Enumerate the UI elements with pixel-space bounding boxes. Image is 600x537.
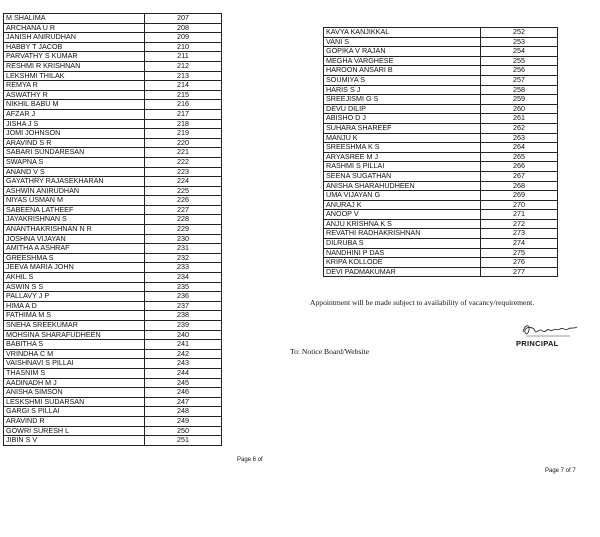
rank-number: 259 (481, 95, 558, 105)
table-row (324, 114, 558, 124)
candidate-name: HABBY T JACOB (4, 42, 145, 52)
rank-number: 269 (481, 191, 558, 201)
rank-number: 245 (145, 378, 222, 388)
table-row (324, 85, 558, 95)
table-row (4, 138, 222, 148)
table-row (4, 205, 222, 215)
rank-number: 239 (145, 321, 222, 331)
table-row (4, 330, 222, 340)
table-row (324, 95, 558, 105)
table-row (4, 301, 222, 311)
rank-number: 274 (481, 239, 558, 249)
candidate-name: RASHMI S PILLAI (324, 162, 481, 172)
candidate-name: SWAPNA S (4, 157, 145, 167)
candidate-name: AKHIL S (4, 273, 145, 283)
rank-number: 230 (145, 234, 222, 244)
candidate-name: JIBIN S V (4, 436, 145, 446)
rank-number: 240 (145, 330, 222, 340)
candidate-name: GOPIKA V RAJAN (324, 47, 481, 57)
table-row (324, 56, 558, 66)
candidate-name: ASHWIN ANIRUDHAN (4, 186, 145, 196)
rank-number: 271 (481, 210, 558, 220)
rank-number: 221 (145, 148, 222, 158)
candidate-name: AMITHA A ASHRAF (4, 244, 145, 254)
candidate-name: SUHARA SHAREEF (324, 123, 481, 133)
rank-number: 211 (145, 52, 222, 62)
table-row (4, 407, 222, 417)
candidate-name: ASWATHY R (4, 90, 145, 100)
rank-number: 216 (145, 100, 222, 110)
rank-number: 231 (145, 244, 222, 254)
table-row (324, 28, 558, 38)
rank-number: 253 (481, 37, 558, 47)
candidate-name: JAYAKRISHNAN S (4, 215, 145, 225)
table-row (324, 210, 558, 220)
rank-number: 220 (145, 138, 222, 148)
candidate-name: RESHMI R KRISHNAN (4, 61, 145, 71)
table-row (4, 61, 222, 71)
table-row (324, 152, 558, 162)
table-row (4, 273, 222, 283)
candidate-name: DEVI PADMAKUMAR (324, 267, 481, 277)
table-row (4, 436, 222, 446)
candidate-name: AADINADH M J (4, 378, 145, 388)
candidate-name: ARCHANA U R (4, 23, 145, 33)
rank-number: 241 (145, 340, 222, 350)
table-row (4, 426, 222, 436)
candidate-name: BABITHA S (4, 340, 145, 350)
rank-number: 246 (145, 388, 222, 398)
candidate-name: LEKSHMI THILAK (4, 71, 145, 81)
table-row (324, 181, 558, 191)
candidate-name: ANISHA SHARAHUDHEEN (324, 181, 481, 191)
to-line: To: Notice Board/Website (290, 347, 369, 356)
rank-number: 260 (481, 104, 558, 114)
table-row (4, 263, 222, 273)
candidate-name: ANOOP V (324, 210, 481, 220)
candidate-table-right (323, 27, 558, 277)
candidate-name: SOUMIYA S (324, 75, 481, 85)
table-row (324, 258, 558, 268)
table-row (324, 267, 558, 277)
table-row (4, 33, 222, 43)
table-row (324, 47, 558, 57)
table-row (4, 81, 222, 91)
page-number-left: Page 6 of (237, 457, 263, 463)
table-row (4, 253, 222, 263)
table-row (4, 23, 222, 33)
table-row (4, 340, 222, 350)
candidate-name: MEGHA VARGHESE (324, 56, 481, 66)
rank-number: 207 (145, 14, 222, 24)
rank-number: 222 (145, 157, 222, 167)
rank-number: 214 (145, 81, 222, 91)
rank-number: 248 (145, 407, 222, 417)
rank-number: 249 (145, 416, 222, 426)
table-row (4, 321, 222, 331)
candidate-name: ABISHO D J (324, 114, 481, 124)
rank-number: 208 (145, 23, 222, 33)
rank-number: 227 (145, 205, 222, 215)
rank-number: 273 (481, 229, 558, 239)
candidate-name: SABARI SUNDARESAN (4, 148, 145, 158)
candidate-name: SREESHMA K S (324, 143, 481, 153)
table-row (4, 416, 222, 426)
candidate-name: KAVYA KANJIKKAL (324, 28, 481, 38)
table-row (324, 123, 558, 133)
candidate-name: JOMI JOHNSON (4, 129, 145, 139)
table-row (324, 248, 558, 258)
candidate-name: JOSHNA VIJAYAN (4, 234, 145, 244)
rank-number: 224 (145, 177, 222, 187)
table-row (324, 239, 558, 249)
rank-number: 251 (145, 436, 222, 446)
rank-number: 238 (145, 311, 222, 321)
rank-number: 223 (145, 167, 222, 177)
rank-number: 226 (145, 196, 222, 206)
table-row (4, 52, 222, 62)
candidate-name: REMYA R (4, 81, 145, 91)
candidate-name: REVATHI RADHAKRISHNAN (324, 229, 481, 239)
candidate-name: JEEVA MARIA JOHN (4, 263, 145, 273)
rank-number: 255 (481, 56, 558, 66)
table-row (4, 177, 222, 187)
candidate-name: GARGI S PILLAI (4, 407, 145, 417)
table-row (324, 133, 558, 143)
candidate-name: DEVU DILIP (324, 104, 481, 114)
rank-number: 236 (145, 292, 222, 302)
candidate-name: HAROON ANSARI B (324, 66, 481, 76)
principal-label: PRINCIPAL (516, 339, 559, 348)
candidate-name: FATHIMA M S (4, 311, 145, 321)
table-row (324, 143, 558, 153)
rank-number: 234 (145, 273, 222, 283)
rank-number: 237 (145, 301, 222, 311)
candidate-name: ANAND V S (4, 167, 145, 177)
appointment-note: Appointment will be made subject to availability of vacancy/requirement. (310, 298, 535, 307)
candidate-name: ARAVIND R (4, 416, 145, 426)
rank-number: 210 (145, 42, 222, 52)
rank-number: 268 (481, 181, 558, 191)
candidate-name: UMA VIJAYAN G (324, 191, 481, 201)
rank-number: 228 (145, 215, 222, 225)
table-row (324, 162, 558, 172)
candidate-name: JISHA J S (4, 119, 145, 129)
table-row (4, 71, 222, 81)
candidate-name: NANDHINI P DAS (324, 248, 481, 258)
candidate-name: GOWRI SURESH L (4, 426, 145, 436)
candidate-table-left (3, 13, 222, 446)
candidate-name: SEENA SUGATHAN (324, 171, 481, 181)
candidate-name: VANI S (324, 37, 481, 47)
rank-number: 258 (481, 85, 558, 95)
candidate-name: ARAVIND S R (4, 138, 145, 148)
table-row (4, 311, 222, 321)
rank-number: 232 (145, 253, 222, 263)
rank-number: 233 (145, 263, 222, 273)
rank-number: 250 (145, 426, 222, 436)
candidate-name: MANJU K (324, 133, 481, 143)
table-row (4, 42, 222, 52)
candidate-name: GREESHMA S (4, 253, 145, 263)
candidate-name: VAISHNAVI S PILLAI (4, 359, 145, 369)
table-row (4, 119, 222, 129)
rank-number: 252 (481, 28, 558, 38)
candidate-name: PALLAVY J P (4, 292, 145, 302)
candidate-name: PARVATHY S KUMAR (4, 52, 145, 62)
rank-number: 244 (145, 368, 222, 378)
table-row (4, 186, 222, 196)
rank-number: 262 (481, 123, 558, 133)
table-row (324, 191, 558, 201)
rank-number: 263 (481, 133, 558, 143)
candidate-name: KRIPA KOLLODE (324, 258, 481, 268)
page-number-right: Page 7 of 7 (545, 468, 576, 474)
candidate-name: AFZAR J (4, 109, 145, 119)
rank-number: 215 (145, 90, 222, 100)
rank-number: 264 (481, 143, 558, 153)
rank-number: 242 (145, 349, 222, 359)
table-row (324, 104, 558, 114)
rank-number: 209 (145, 33, 222, 43)
table-row (324, 37, 558, 47)
table-row (324, 229, 558, 239)
rank-number: 235 (145, 282, 222, 292)
candidate-name: LESKSHMI SUDARSAN (4, 397, 145, 407)
table-row (4, 244, 222, 254)
table-row (324, 66, 558, 76)
candidate-name: NIYAS USMAN M (4, 196, 145, 206)
rank-number: 213 (145, 71, 222, 81)
candidate-name: HIMA A D (4, 301, 145, 311)
table-row (4, 167, 222, 177)
table-row (4, 282, 222, 292)
candidate-name: MOHSINA SHARAFUDHEEN (4, 330, 145, 340)
candidate-name: ARYASREE M J (324, 152, 481, 162)
table-row (4, 14, 222, 24)
table-row (4, 397, 222, 407)
table-row (4, 292, 222, 302)
table-row (4, 225, 222, 235)
candidate-name: JANISH ANIRUDHAN (4, 33, 145, 43)
rank-number: 270 (481, 200, 558, 210)
candidate-name: GAYATHRY RAJASEKHARAN (4, 177, 145, 187)
candidate-name: THASNIM S (4, 368, 145, 378)
rank-number: 275 (481, 248, 558, 258)
table-row (324, 200, 558, 210)
rank-number: 265 (481, 152, 558, 162)
table-row (4, 129, 222, 139)
candidate-name: VRINDHA C M (4, 349, 145, 359)
rank-number: 276 (481, 258, 558, 268)
rank-number: 229 (145, 225, 222, 235)
candidate-name: SABEENA LATHEEF (4, 205, 145, 215)
table-row (4, 234, 222, 244)
candidate-name: NIKHIL BABU M (4, 100, 145, 110)
table-row (4, 109, 222, 119)
rank-number: 257 (481, 75, 558, 85)
rank-number: 266 (481, 162, 558, 172)
rank-number: 243 (145, 359, 222, 369)
table-row (4, 378, 222, 388)
table-row (4, 349, 222, 359)
rank-number: 217 (145, 109, 222, 119)
rank-number: 212 (145, 61, 222, 71)
table-row (4, 388, 222, 398)
table-row (324, 219, 558, 229)
rank-number: 267 (481, 171, 558, 181)
rank-number: 256 (481, 66, 558, 76)
table-row (4, 157, 222, 167)
candidate-name: ASWIN S S (4, 282, 145, 292)
rank-number: 254 (481, 47, 558, 57)
rank-number: 277 (481, 267, 558, 277)
rank-number: 218 (145, 119, 222, 129)
table-row (4, 90, 222, 100)
table-row (4, 148, 222, 158)
candidate-name: HARIS S J (324, 85, 481, 95)
table-row (4, 100, 222, 110)
candidate-name: ANANTHAKRISHNAN N R (4, 225, 145, 235)
table-row (324, 171, 558, 181)
table-row (4, 215, 222, 225)
candidate-name: ANURAJ K (324, 200, 481, 210)
rank-number: 219 (145, 129, 222, 139)
candidate-name: ANJU KRISHNA K S (324, 219, 481, 229)
rank-number: 272 (481, 219, 558, 229)
candidate-name: SREEJISMI G S (324, 95, 481, 105)
rank-number: 247 (145, 397, 222, 407)
table-row (4, 368, 222, 378)
table-row (4, 359, 222, 369)
candidate-name: SNEHA SREEKUMAR (4, 321, 145, 331)
table-row (324, 75, 558, 85)
signature-image (520, 318, 580, 340)
candidate-name: DILRUBA S (324, 239, 481, 249)
table-row (4, 196, 222, 206)
candidate-name: ANISHA SIMSON (4, 388, 145, 398)
candidate-name: M SHALIMA (4, 14, 145, 24)
rank-number: 261 (481, 114, 558, 124)
rank-number: 225 (145, 186, 222, 196)
